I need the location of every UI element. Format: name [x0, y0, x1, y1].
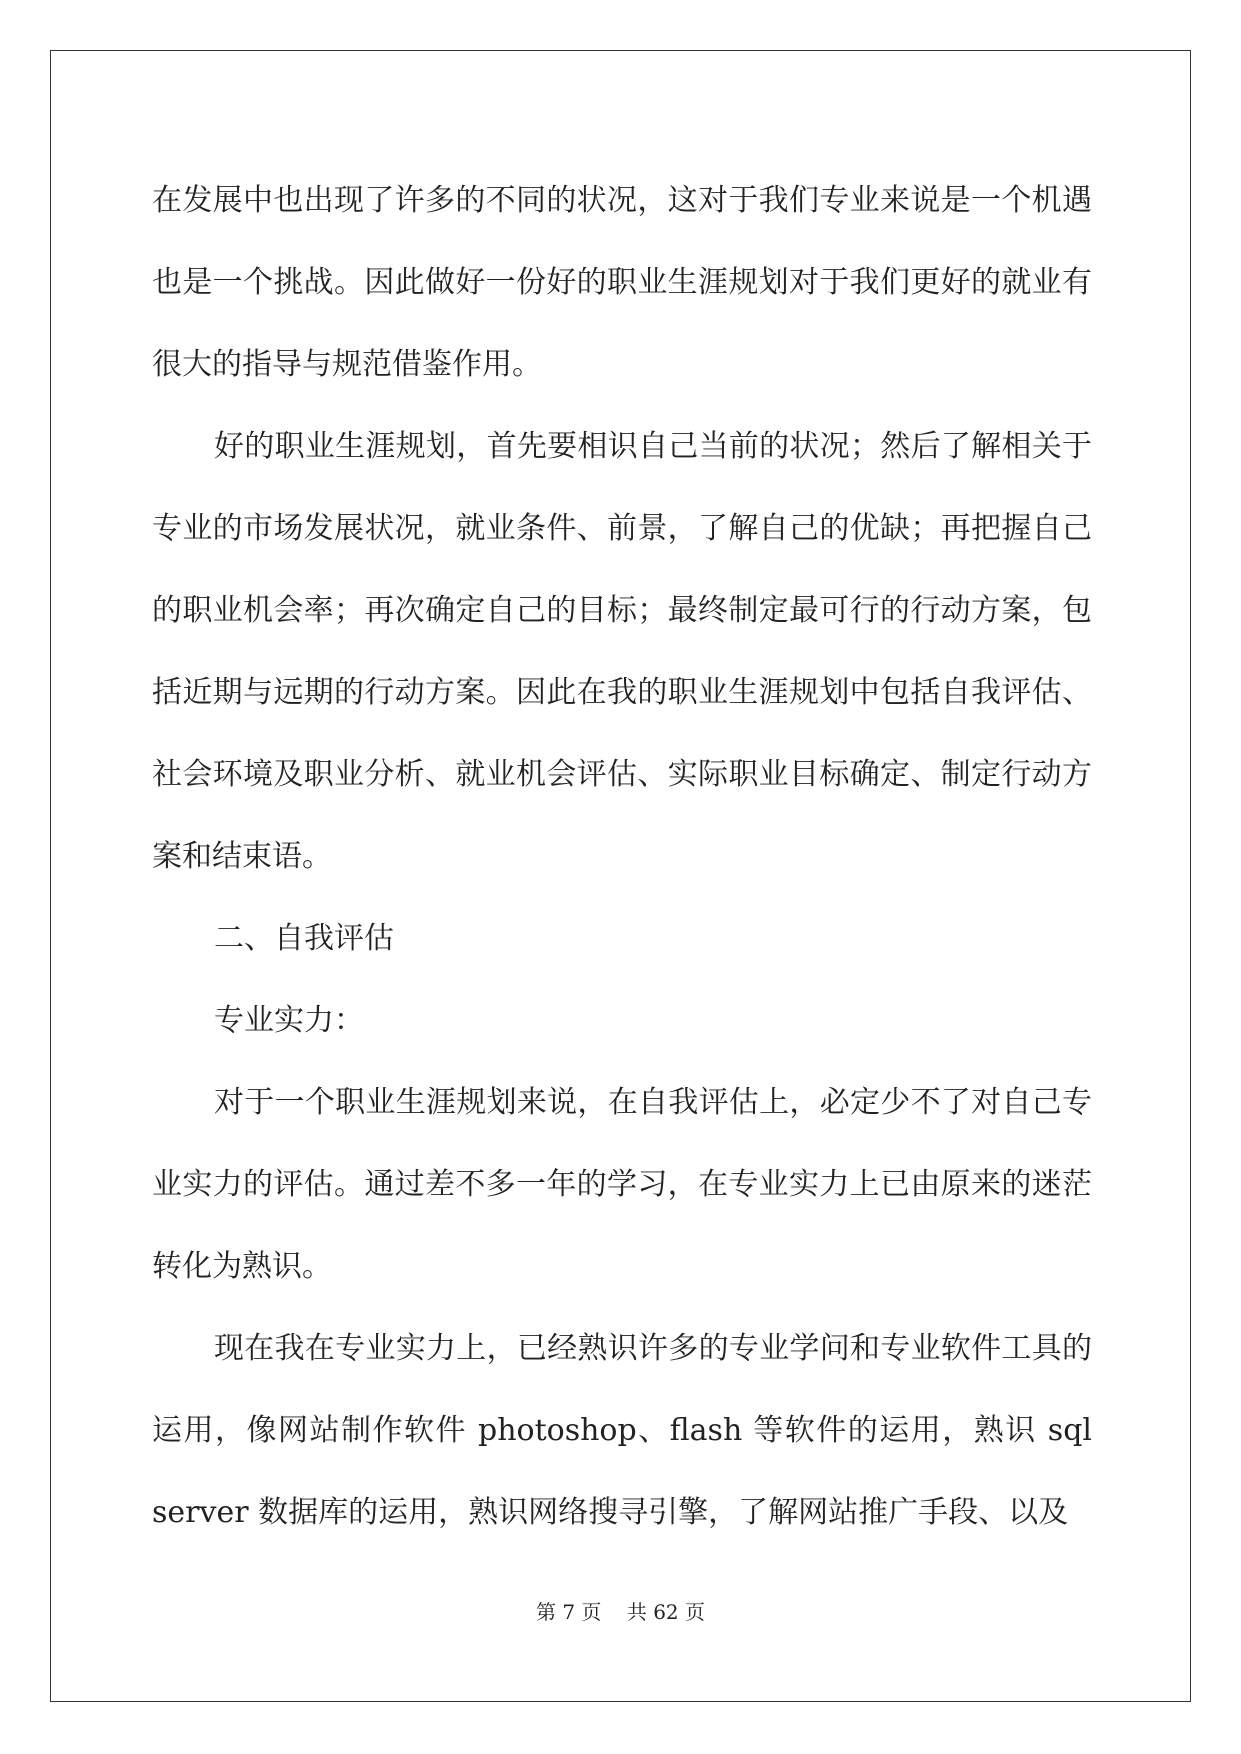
paragraph-3: 对于一个职业生涯规划来说，在自我评估上，必定少不了对自己专业实力的评估。通过差不多一年的学习，在专业实力上已由原来的迷茫转化为熟识。	[152, 1085, 1092, 1284]
paragraph-4: 现在我在专业实力上，已经熟识许多的专业学问和专业软件工具的运用，像网站制作软件 photoshop、flash 等软件的运用，熟识 sql server 数据库的运用，熟识网络搜寻引擎，了解网站推广手段、以及	[152, 1331, 1092, 1530]
document-body	[152, 160, 1092, 1554]
page-number-footer: 第 7 页 共 62 页	[535, 1600, 706, 1624]
section-heading: 二、自我评估	[214, 921, 394, 956]
paragraph-2: 好的职业生涯规划，首先要相识自己当前的状况；然后了解相关于专业的市场发展状况，就业条件、前景，了解自己的优缺；再把握自己的职业机会率；再次确定自己的目标；最终制定最可行的行动方案，包括近期与远期的行动方案。因此在我的职业生涯规划中包括自我评估、社会环境及职业分析、就业机会评估、实际职业目标确定、制定行动方案和结束语。	[152, 429, 1092, 874]
paragraph-1: 在发展中也出现了许多的不同的状况，这对于我们专业来说是一个机遇也是一个挑战。因此做好一份好的职业生涯规划对于我们更好的就业有很大的指导与规范借鉴作用。	[152, 183, 1092, 382]
subsection-heading: 专业实力：	[214, 1003, 364, 1038]
